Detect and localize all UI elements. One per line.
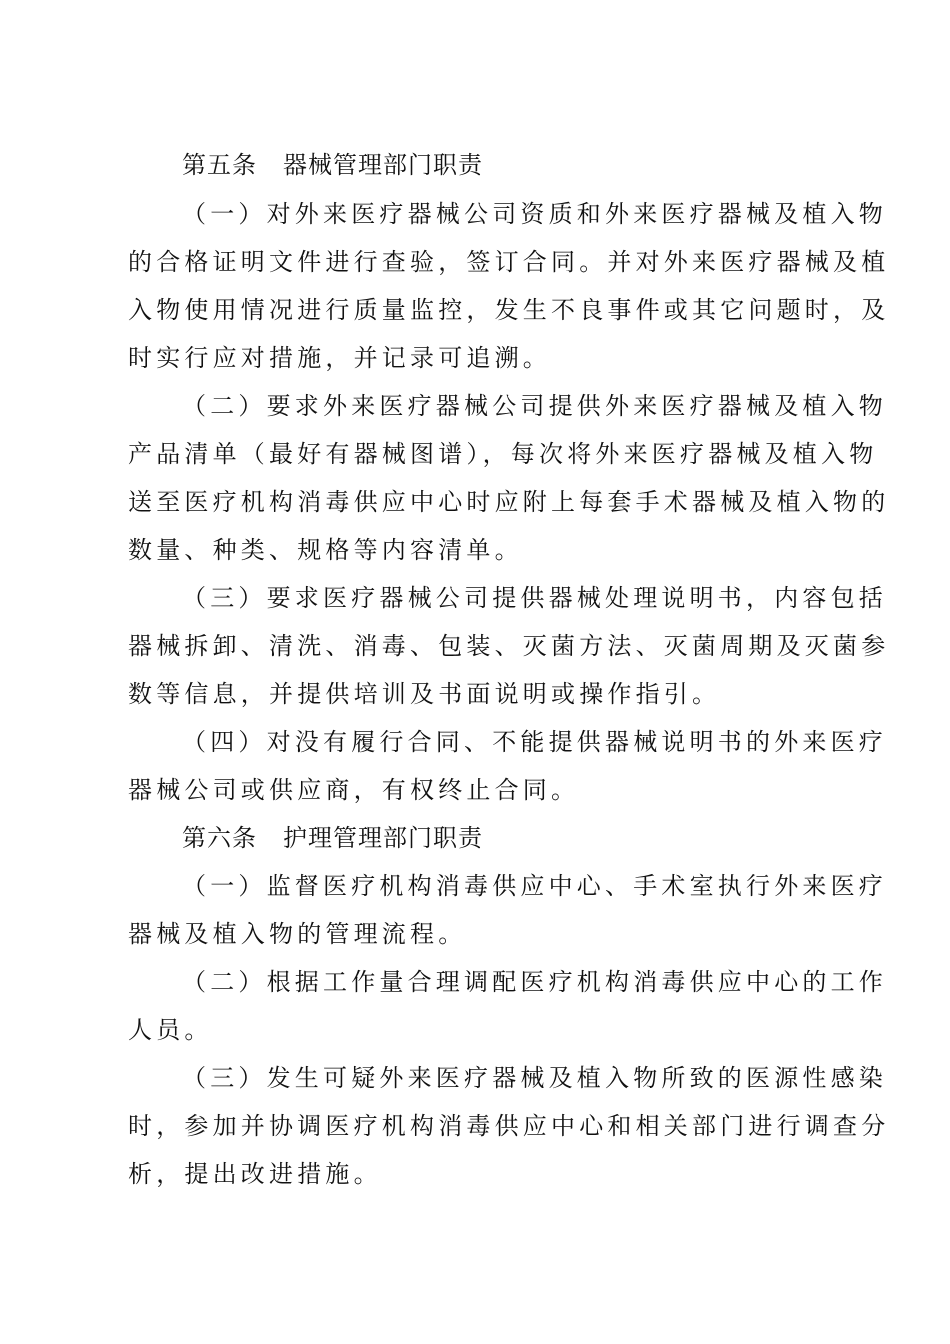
article-5-item-3-line-1: （三）要求医疗器械公司提供器械处理说明书，内容包括 — [182, 584, 887, 612]
article-5-heading — [182, 150, 828, 180]
article-5-title: 器械管理部门职责 — [283, 151, 483, 179]
article-5-item-1-line-3: 入物使用情况进行质量监控，发生不良事件或其它问题时，及 — [128, 296, 890, 324]
article-6-item-3-line-1: （三）发生可疑外来医疗器械及植入物所致的医源性感染 — [182, 1064, 887, 1092]
article-5-number: 第五条 — [182, 151, 257, 179]
article-5-item-4-line-2: 器械公司或供应商，有权终止合同。 — [128, 776, 580, 804]
article-6-item-2-line-2: 人员。 — [128, 1016, 213, 1044]
article-5-item-2-line-3: 送至医疗机构消毒供应中心时应附上每套手术器械及植入物的 — [128, 488, 890, 516]
article-5-item-2-line-4: 数量、种类、规格等内容清单。 — [128, 536, 523, 564]
article-6-item-3-line-2: 时，参加并协调医疗机构消毒供应中心和相关部门进行调查分 — [128, 1112, 890, 1140]
article-5-item-2-line-2: 产品清单（最好有器械图谱），每次将外来医疗器械及植入物 — [128, 440, 878, 468]
article-5-item-1-line-4: 时实行应对措施，并记录可追溯。 — [128, 344, 551, 372]
article-6-item-1-line-2: 器械及植入物的管理流程。 — [128, 920, 467, 948]
article-5-item-3-line-3: 数等信息，并提供培训及书面说明或操作指引。 — [128, 680, 721, 708]
article-6-item-2-line-1: （二）根据工作量合理调配医疗机构消毒供应中心的工作 — [182, 968, 887, 996]
article-6-heading — [182, 823, 828, 853]
article-6-item-3-line-3: 析，提出改进措施。 — [128, 1160, 382, 1188]
article-6-title: 护理管理部门职责 — [283, 824, 483, 852]
article-5-item-1-line-2: 的合格证明文件进行查验，签订合同。并对外来医疗器械及植 — [128, 248, 890, 276]
article-6-item-1-line-1: （一）监督医疗机构消毒供应中心、手术室执行外来医疗 — [182, 872, 887, 900]
article-5-item-4-line-1: （四）对没有履行合同、不能提供器械说明书的外来医疗 — [182, 728, 887, 756]
article-6-number: 第六条 — [182, 824, 257, 852]
article-5-item-1-line-1: （一）对外来医疗器械公司资质和外来医疗器械及植入物 — [182, 200, 887, 228]
article-5-item-2-line-1: （二）要求外来医疗器械公司提供外来医疗器械及植入物 — [182, 392, 887, 420]
article-5-item-3-line-2: 器械拆卸、清洗、消毒、包装、灭菌方法、灭菌周期及灭菌参 — [128, 632, 890, 660]
